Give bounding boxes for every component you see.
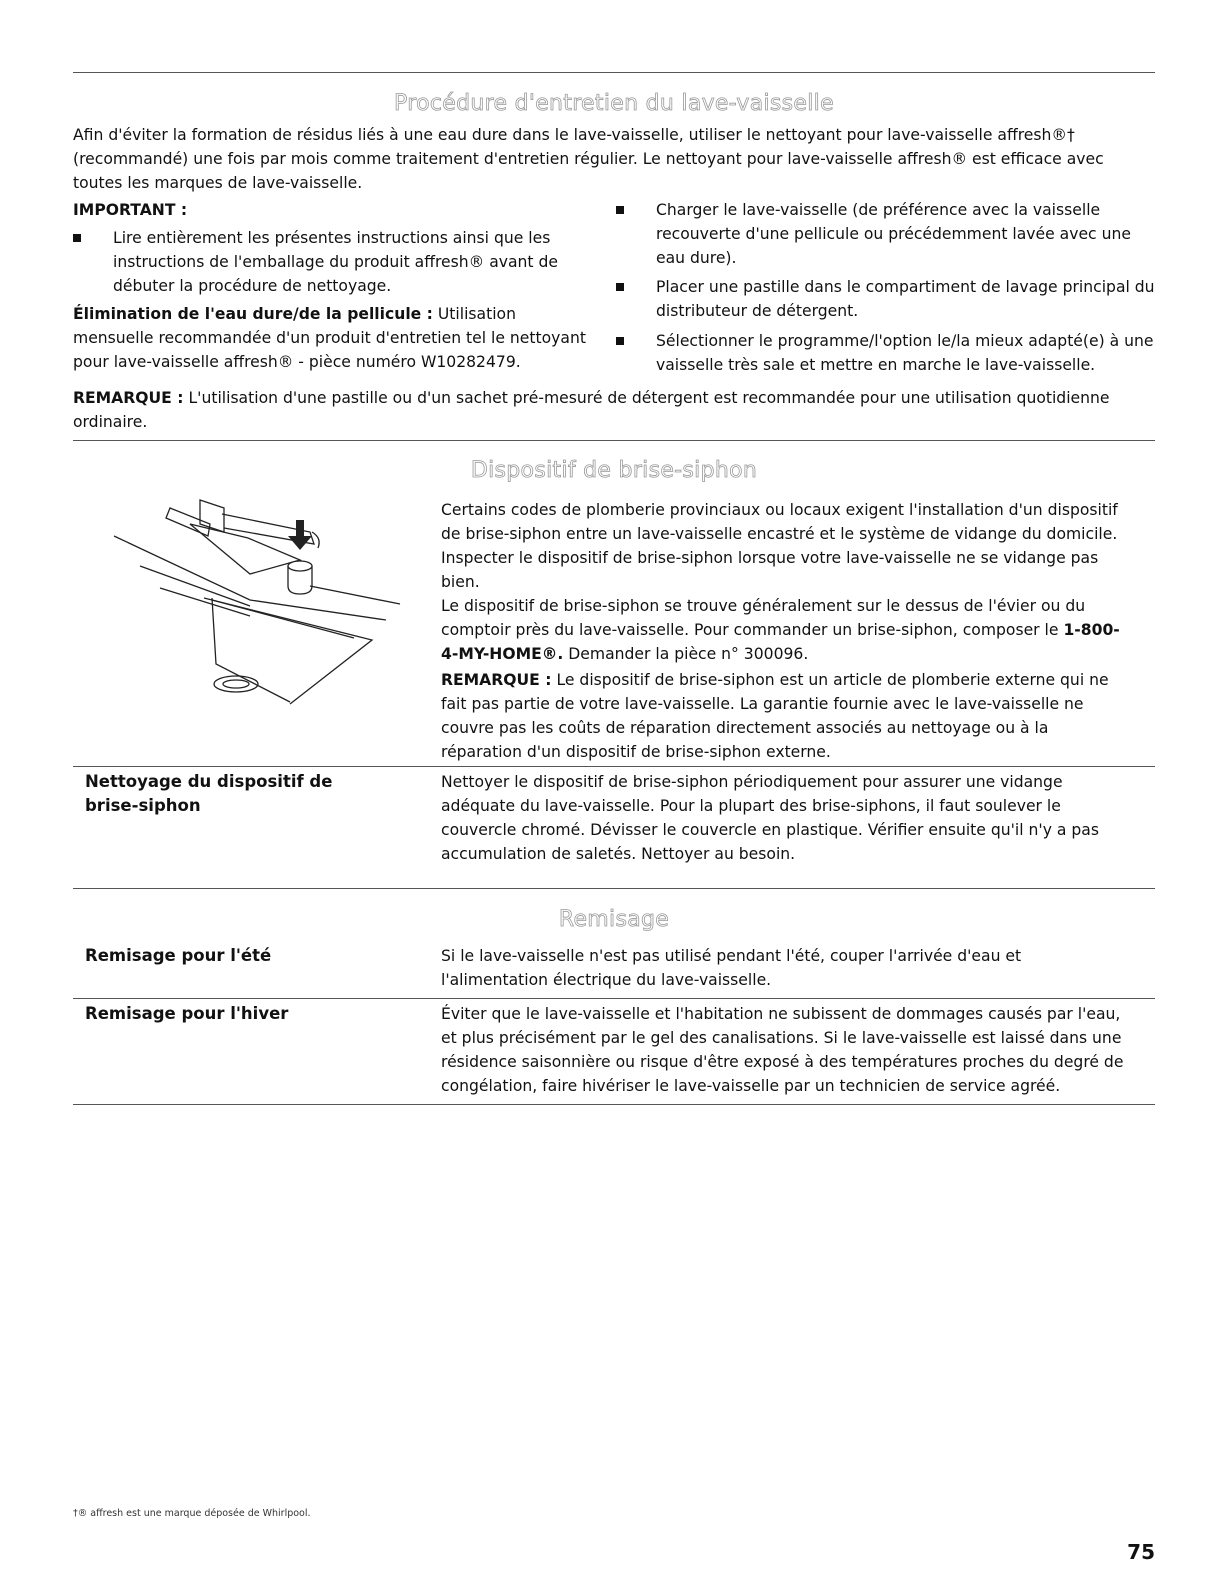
hard-water-text: Utilisation mensuelle recommandée d'un produit d'entretien tel le nettoyant pour lave-vaisselle affresh® - pièce numéro W10282479. (73, 305, 586, 371)
airgap-rule (73, 440, 1155, 441)
maintenance-note (73, 386, 1148, 434)
summer-title: Remisage pour l'été (85, 946, 272, 965)
bullet-icon (73, 234, 81, 242)
airgap-clean-text: Nettoyer le dispositif de brise-siphon périodiquement pour assurer une vidange adéquate du lave-vaisselle. Pour la plupart des brise-siphons, il faut soulever le couvercle chromé. Dévisser le couvercle en plastique. Vérifier ensuite qu'il n'y a pas accumulation de saletés. Nettoyer au besoin. (441, 773, 1099, 863)
airgap-note-text: Le dispositif de brise-siphon est un article de plomberie externe qui ne fait pas partie de votre lave-vaisselle. La garantie fournie avec le lave-vaisselle ne couvre pas les coûts de réparation directement associés au nettoyage ou à la réparation d'un dispositif de brise-siphon externe. (441, 671, 1109, 761)
bottom-rule (73, 1104, 1155, 1105)
airgap-note (441, 668, 1131, 764)
important-label (73, 198, 573, 222)
page-number: 75 (1127, 1540, 1155, 1564)
winter-text: Éviter que le lave-vaisselle et l'habitation ne subissent de dommages causés par l'eau, et plus précisément par le gel des canalisations. Si le lave-vaisselle est laissé dans une résidence saisonnière ou risque d'être exposé à des températures proches du degré de congélation, faire hivériser le lave-vaisselle par un technicien de service agréé. (441, 1005, 1124, 1095)
storage-rule (73, 888, 1155, 889)
summer-text: Si le lave-vaisselle n'est pas utilisé pendant l'été, couper l'arrivée d'eau et l'alimentation électrique du lave-vaisselle. (441, 947, 1022, 989)
airgap-p1: Certains codes de plomberie provinciaux ou locaux exigent l'installation d'un dispositif de brise-siphon entre un lave-vaisselle encastré et le système de vidange du domicile. Inspecter le dispositif de brise-siphon lorsque votre lave-vaisselle ne se vidange pas bien. (441, 501, 1118, 591)
step-item (616, 198, 1161, 270)
bullet-icon (616, 206, 624, 214)
important-item (73, 226, 593, 298)
important-label-text: IMPORTANT : (73, 201, 188, 219)
airgap-p2-end: Demander la pièce n° 300096. (568, 645, 809, 663)
bullet-icon (616, 337, 624, 345)
top-rule (73, 72, 1155, 73)
maintenance-title: Procédure d'entretien du lave-vaisselle (394, 91, 834, 116)
hard-water-label: Élimination de l'eau dure/de la pellicule : (73, 305, 433, 323)
airgap-p2-text: Le dispositif de brise-siphon se trouve généralement sur le dessus de l'évier ou du comptoir près du lave-vaisselle. Pour commander un brise-siphon, composer le (441, 597, 1086, 639)
airgap-p2 (441, 594, 1131, 666)
maintenance-note-label: REMARQUE : (73, 389, 184, 407)
step-item (616, 329, 1161, 377)
hard-water-paragraph (73, 302, 593, 374)
maintenance-note-text: L'utilisation d'une pastille ou d'un sachet pré-mesuré de détergent est recommandée pour une utilisation quotidienne ordinaire. (73, 389, 1110, 431)
maintenance-intro: Afin d'éviter la formation de résidus liés à une eau dure dans le lave-vaisselle, utiliser le nettoyant pour lave-vaisselle affresh®† (recommandé) une fois par mois comme traitement d'entretien régulier. Le nettoyant pour lave-vaisselle affresh® est efficace avec toutes les marques de lave-vaisselle. (73, 126, 1104, 192)
airgap-clean-title: Nettoyage du dispositif de brise-siphon (85, 772, 333, 815)
footnote: †® affresh est une marque déposée de Whirlpool. (73, 1508, 311, 1519)
storage-title: Remisage (558, 907, 670, 932)
airgap-title: Dispositif de brise-siphon (470, 458, 758, 483)
sink-airgap-illustration (100, 488, 410, 718)
airgap-clean-rule (73, 766, 1155, 767)
airgap-phone: 1-800-4-MY-HOME®. (441, 621, 1120, 663)
step-item (616, 275, 1161, 323)
bullet-icon (616, 283, 624, 291)
step-text: Sélectionner le programme/l'option le/la mieux adapté(e) à une vaisselle très sale et mettre en marche le lave-vaisselle. (656, 332, 1154, 374)
step-text: Charger le lave-vaisselle (de préférence avec la vaisselle recouverte d'une pellicule ou précédemment lavée avec une eau dure). (656, 201, 1131, 267)
winter-rule (73, 998, 1155, 999)
airgap-note-label: REMARQUE : (441, 671, 552, 689)
step-text: Placer une pastille dans le compartiment de lavage principal du distributeur de détergent. (656, 278, 1155, 320)
important-item-text: Lire entièrement les présentes instructions ainsi que les instructions de l'emballage du produit affresh® avant de débuter la procédure de nettoyage. (113, 229, 558, 295)
winter-title: Remisage pour l'hiver (85, 1004, 289, 1023)
